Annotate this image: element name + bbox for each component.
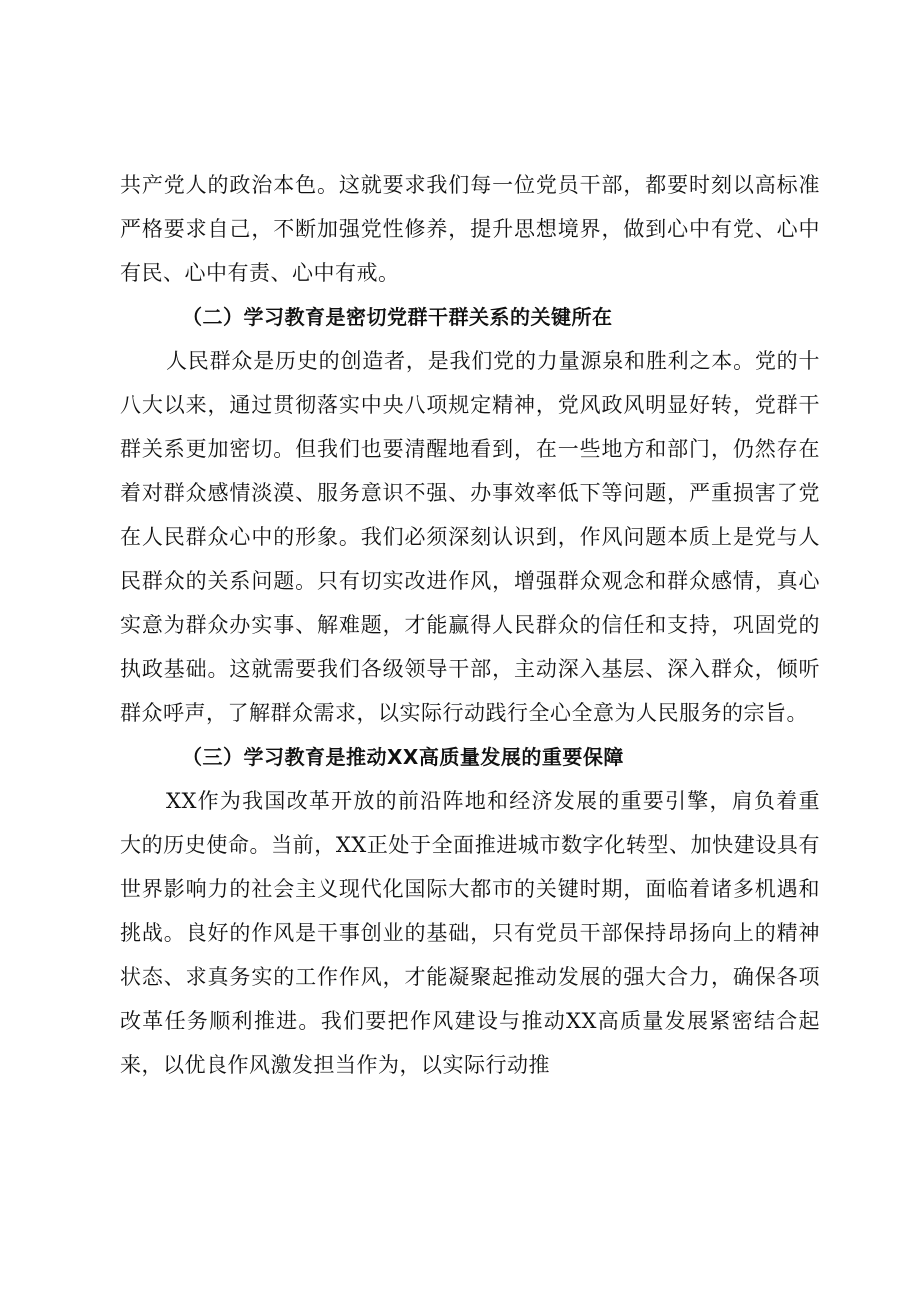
document-body xyxy=(120,163,820,1087)
paragraph-continuation: 共产党人的政治本色。这就要求我们每一位党员干部，都要时刻以高标准严格要求自己，不断加强党性修养，提升思想境界，做到心中有党、心中有民、心中有责、心中有戒。 xyxy=(120,173,820,285)
section-heading-2: （二）学习教育是密切党群干群关系的关键所在 xyxy=(182,305,613,329)
paragraph-development: XX作为我国改革开放的前沿阵地和经济发展的重要引擎，肩负着重大的历史使命。当前，XX正处于全面推进城市数字化转型、加快建设具有世界影响力的社会主义现代化国际大都市的关键时期，面临着诸多机遇和挑战。良好的作风是干事创业的基础，只有党员干部保持昂扬向上的精神状态、求真务实的工作作风，才能凝聚起推动发展的强大合力，确保各项改革任务顺利推进。我们要把作风建设与推动XX高质量发展紧密结合起来，以优良作风激发担当作为，以实际行动推 xyxy=(120,789,820,1077)
paragraph-party-masses: 人民群众是历史的创造者，是我们党的力量源泉和胜利之本。党的十八大以来，通过贯彻落实中央八项规定精神，党风政风明显好转，党群干群关系更加密切。但我们也要清醒地看到，在一些地方和部门，仍然存在着对群众感情淡漠、服务意识不强、办事效率低下等问题，严重损害了党在人民群众心中的形象。我们必须深刻认识到，作风问题本质上是党与人民群众的关系问题。只有切实改进作风，增强群众观念和群众感情，真心实意为群众办实事、解难题，才能赢得人民群众的信任和支持，巩固党的执政基础。这就需要我们各级领导干部，主动深入基层、深入群众，倾听群众呼声，了解群众需求，以实际行动践行全心全意为人民服务的宗旨。 xyxy=(120,349,820,725)
section-heading-3: （三）学习教育是推动XX高质量发展的重要保障 xyxy=(182,745,624,769)
